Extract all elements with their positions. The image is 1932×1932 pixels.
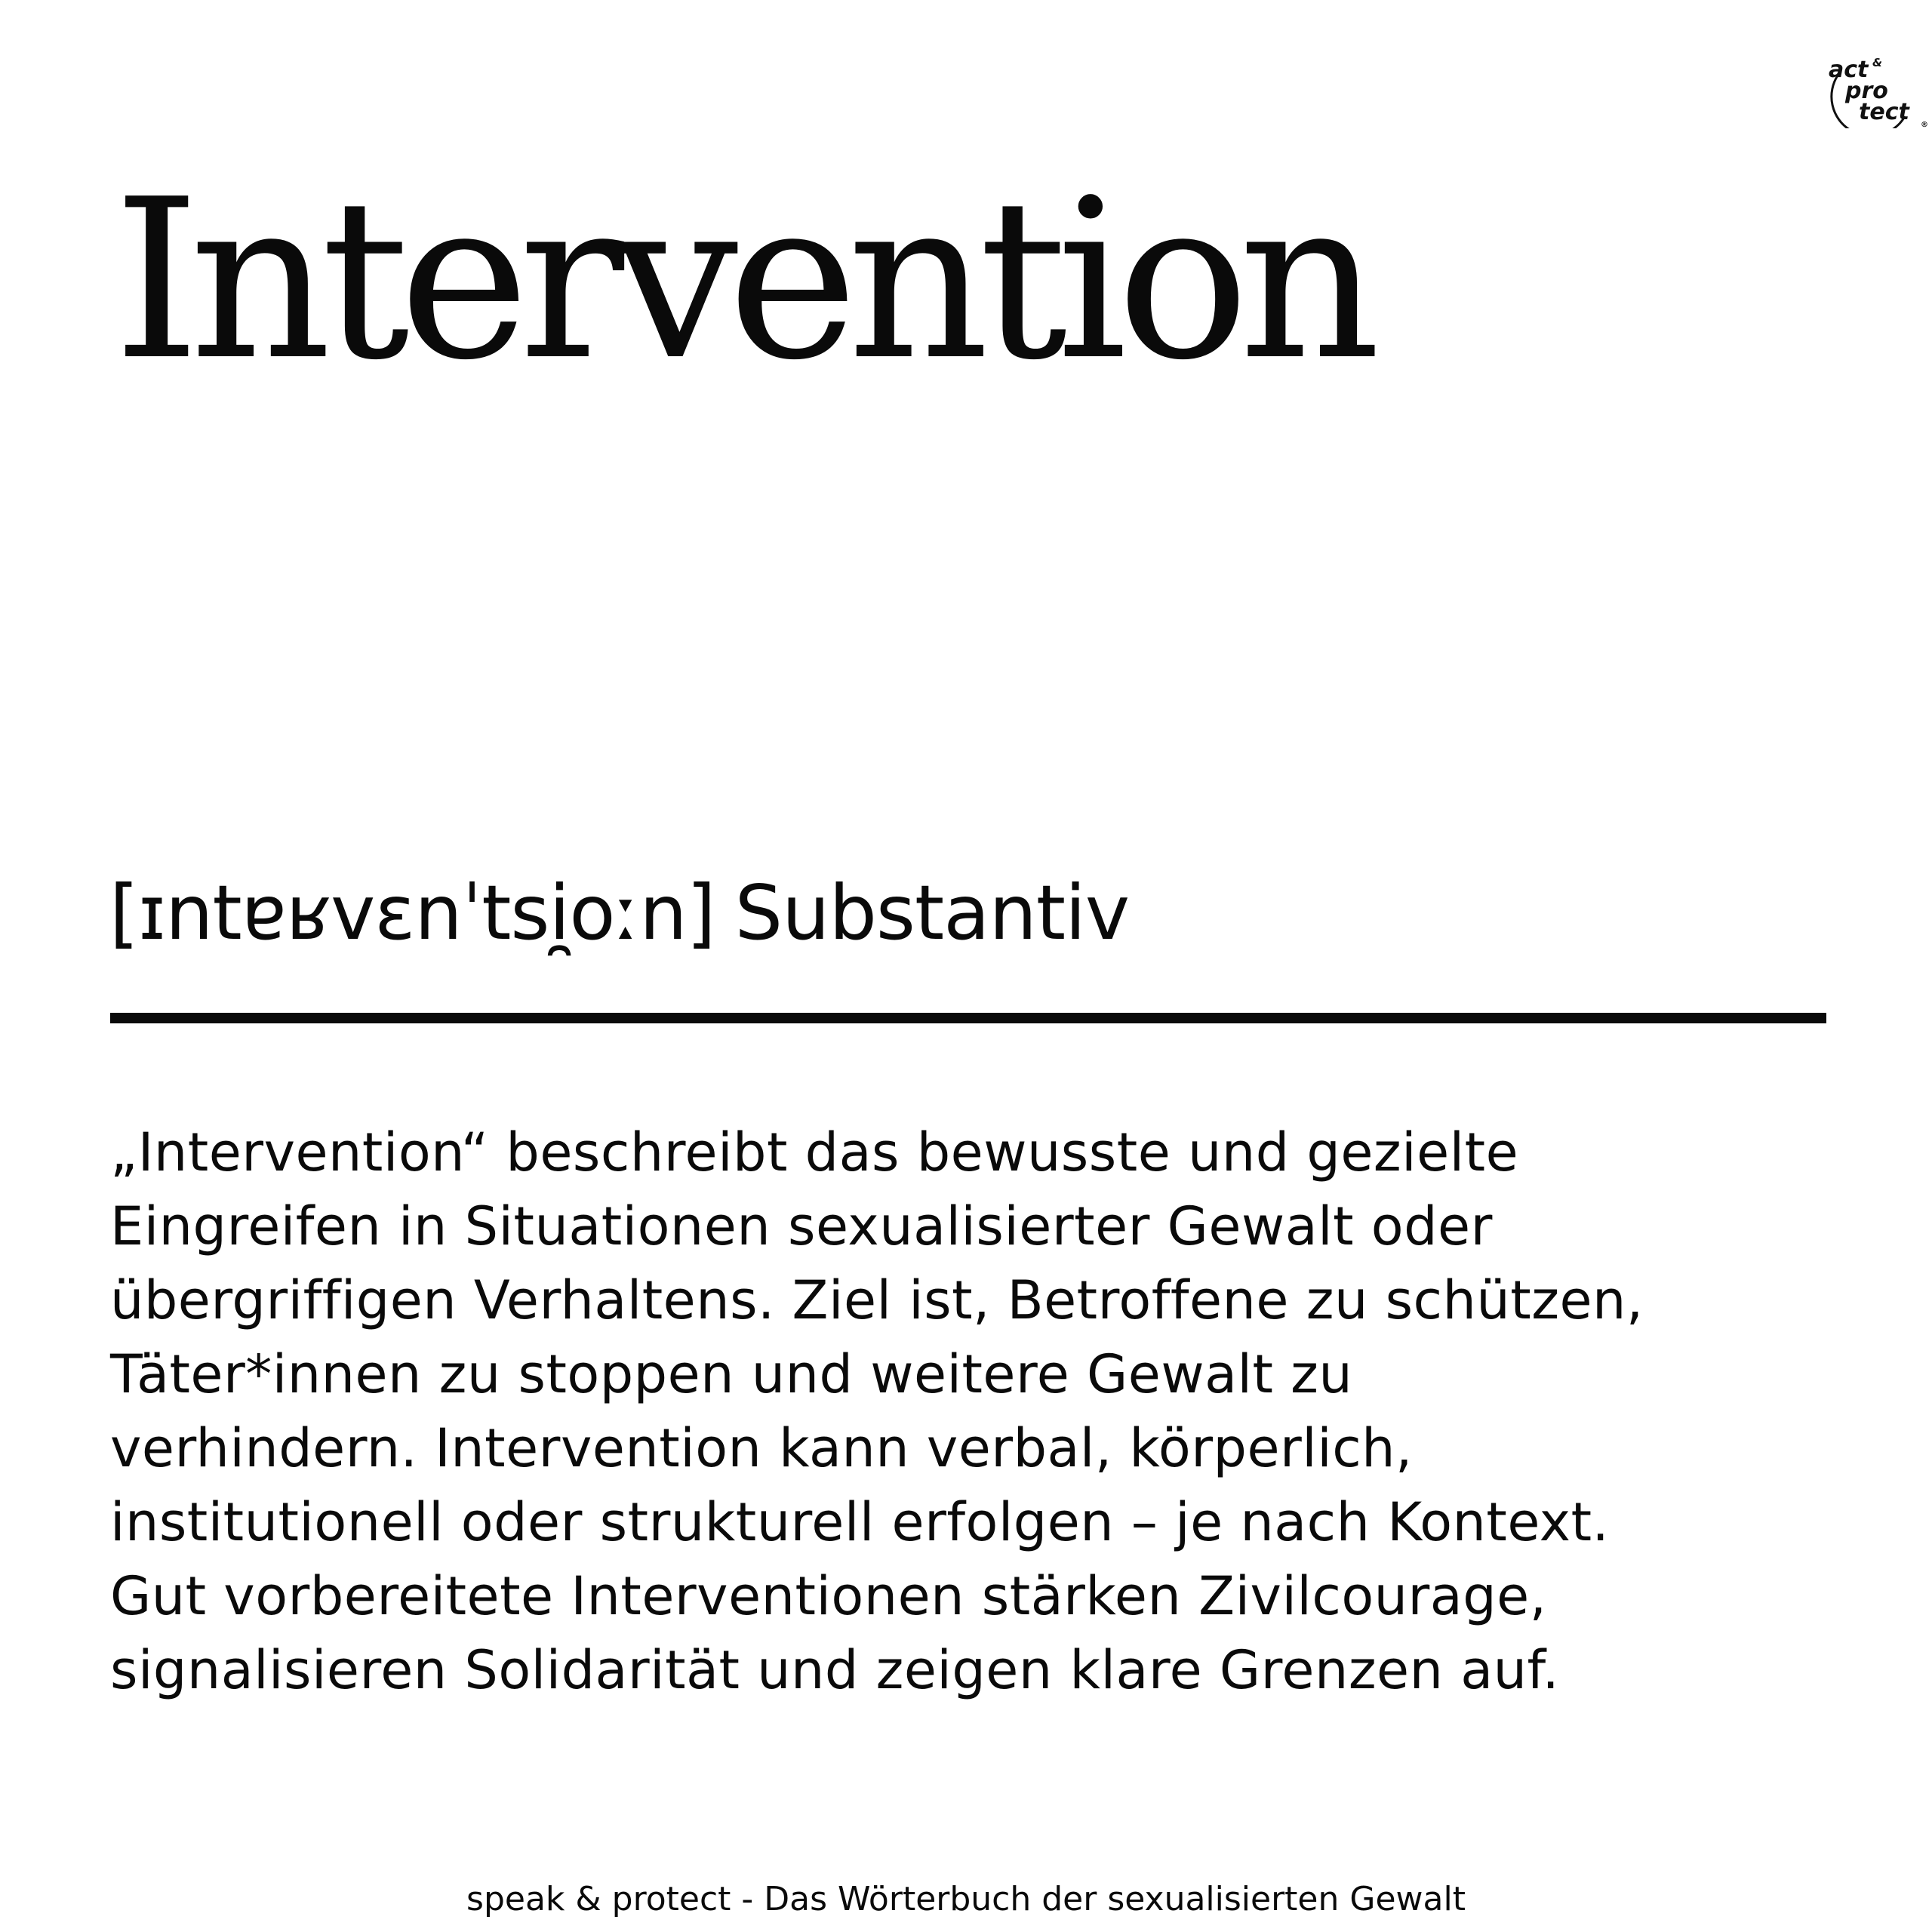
part-of-speech: Substantiv: [734, 869, 1130, 957]
definition: [110, 1115, 1846, 1707]
pronunciation-line: [109, 869, 1130, 957]
definition-line: signalisieren Solidarität und zeigen klare Grenzen auf.: [110, 1639, 1560, 1701]
logo-text-act: act: [1829, 57, 1869, 83]
logo-text-pro: pro: [1845, 78, 1888, 104]
definition-line: übergriffigen Verhaltens. Ziel ist, Betroffene zu schützen,: [110, 1269, 1644, 1331]
definition-line: Täter*innen zu stoppen und weitere Gewalt zu: [110, 1343, 1353, 1405]
definition-line: verhindern. Intervention kann verbal, körperlich,: [110, 1417, 1413, 1479]
definition-line: Eingreifen in Situationen sexualisierter Gewalt oder: [110, 1195, 1493, 1257]
headword: Intervention: [113, 152, 1371, 408]
definition-line: „Intervention“ beschreibt das bewusste und gezielte: [110, 1121, 1519, 1183]
logo-text-tect: tect: [1859, 99, 1909, 125]
divider-rule: [110, 1013, 1826, 1023]
logo-text-amp: &: [1872, 56, 1883, 69]
logo-mark: [1815, 53, 1928, 128]
pronunciation: [ɪntɐʁvɛnˈtsi̯oːn]: [109, 869, 715, 957]
definition-line: Gut vorbereitete Interventionen stärken Zivilcourage,: [110, 1565, 1547, 1627]
footer-caption: speak & protect - Das Wörterbuch der sexualisierten Gewalt: [466, 1880, 1466, 1918]
logo-registered-mark: ®: [1921, 121, 1928, 128]
act-and-protect-logo: [1815, 53, 1928, 128]
definition-line: institutionell oder strukturell erfolgen – je nach Kontext.: [110, 1491, 1610, 1553]
